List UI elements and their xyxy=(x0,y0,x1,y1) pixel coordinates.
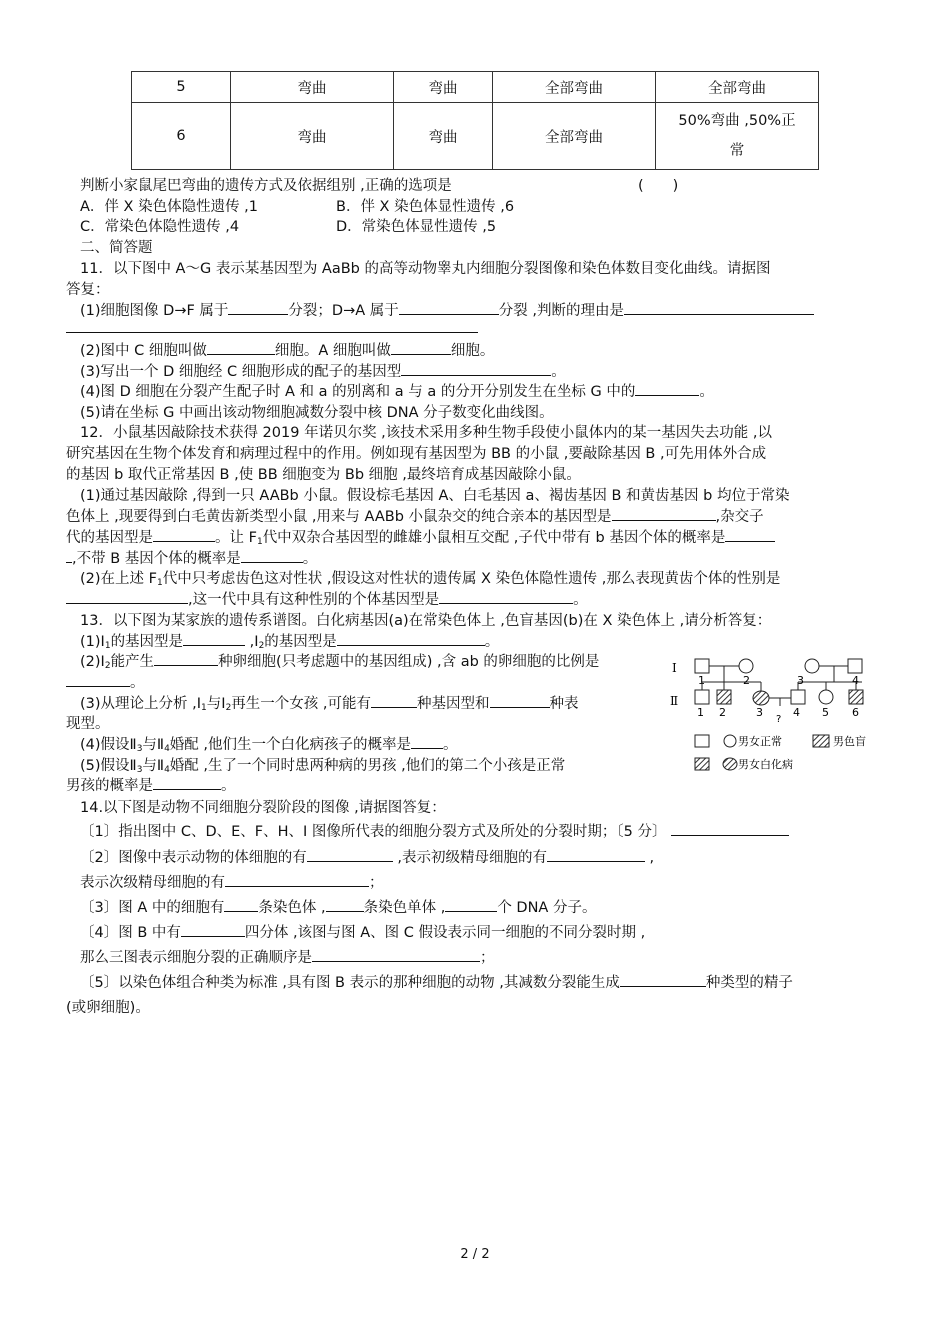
individual-number: 6 xyxy=(852,706,859,719)
subscript: 3 xyxy=(136,744,143,754)
text: 与Ⅰ xyxy=(206,696,226,712)
q11-line2: 答复： xyxy=(66,282,110,298)
answer-blank[interactable] xyxy=(612,506,716,521)
answer-blank[interactable] xyxy=(490,693,550,708)
answer-blank[interactable] xyxy=(228,300,288,315)
text: 能产生 xyxy=(110,654,155,670)
answer-blank[interactable] xyxy=(399,300,499,315)
answer-blank[interactable] xyxy=(337,631,485,646)
text: 〔2〕图像中表示动物的体细胞的有 xyxy=(80,850,307,866)
q14-part2-cont xyxy=(80,871,384,892)
table-cell: 弯曲 xyxy=(394,103,493,170)
page-number: 2 / 2 xyxy=(460,1247,490,1262)
q13-part3 xyxy=(80,692,579,713)
table-cell: 全部弯曲 xyxy=(493,103,656,170)
answer-blank-line[interactable] xyxy=(66,318,478,333)
text: 代中双杂合基因型的雌雄小鼠相互交配 ,子代中带有 b 基因个体的概率是 xyxy=(262,530,726,546)
legend-male-colorblind-symbol xyxy=(813,735,829,747)
q14-part5-cont: (或卵细胞)。 xyxy=(66,1000,150,1016)
subscript: 2 xyxy=(225,703,232,713)
legend-female-normal-symbol xyxy=(724,735,736,747)
female-albinism-symbol xyxy=(753,691,769,705)
text: 。 xyxy=(699,384,714,400)
male-normal-symbol xyxy=(848,659,862,673)
q12-line1: 12．小鼠基因敲除技术获得 2019 年诺贝尔奖 ,该技术采用多种生物手段使小鼠体内的某一基因失去功能 ,以 xyxy=(80,425,773,441)
answer-blank[interactable] xyxy=(66,672,130,687)
generation-label-2: Ⅱ xyxy=(670,694,679,708)
q10-stem xyxy=(80,174,452,195)
text: ,杂交子 xyxy=(715,509,764,525)
text: 条染色单体 , xyxy=(363,900,446,916)
answer-blank[interactable] xyxy=(326,897,364,912)
text: (1)细胞图像 D→F 属于 xyxy=(80,303,229,319)
female-normal-symbol xyxy=(819,690,833,704)
text: ,不带 B 基因个体的概率是 xyxy=(72,551,241,567)
text: 婚配 ,他们生一个白化病孩子的概率是 xyxy=(169,737,412,753)
answer-blank[interactable] xyxy=(624,300,814,315)
text: 的基因型是 xyxy=(110,634,184,650)
pedigree-diagram xyxy=(666,650,882,780)
text: 分裂 ,判断的理由是 xyxy=(498,303,624,319)
table-cell: 5 xyxy=(132,72,231,103)
legend-label: 男女正常 xyxy=(738,735,782,748)
table-cell: 全部弯曲 xyxy=(493,72,656,103)
text: (3)从理论上分析 ,I xyxy=(80,696,202,712)
q12-part2-line2 xyxy=(66,588,588,609)
legend-label: 男色盲 xyxy=(833,735,866,748)
male-normal-symbol xyxy=(695,659,709,673)
text: 代中只考虑齿色这对性状 ,假设这对性状的遗传属 X 染色体隐性遗传 ,那么表现黄齿个体的性别是 xyxy=(162,571,781,587)
legend-male-albinism-symbol xyxy=(695,758,709,770)
text: (3)写出一个 D 细胞经 C 细胞形成的配子的基因型 xyxy=(80,364,402,380)
text: ； xyxy=(369,875,384,891)
answer-blank[interactable] xyxy=(439,589,573,604)
q11-part4 xyxy=(80,380,714,401)
text: 细胞。A 细胞叫做 xyxy=(274,343,391,359)
answer-blank[interactable] xyxy=(635,381,699,396)
q13-part5-cont xyxy=(66,774,236,795)
q13-part3-cont: 现型。 xyxy=(66,716,110,732)
text: ,表示初级精母细胞的有 xyxy=(392,850,547,866)
male-colorblind-symbol xyxy=(717,690,731,704)
answer-blank[interactable] xyxy=(620,972,706,987)
answer-blank[interactable] xyxy=(671,821,789,836)
text: 〔5〕以染色体组合种类为标准 ,具有图 B 表示的那种细胞的动物 ,其减数分裂能生成 xyxy=(80,975,620,991)
subscript: 3 xyxy=(136,765,143,775)
text: (2)I xyxy=(80,654,105,670)
text: 再生一个女孩 ,可能有 xyxy=(231,696,372,712)
answer-blank[interactable] xyxy=(241,548,303,563)
text: , xyxy=(644,850,655,866)
q13-part4 xyxy=(80,733,458,754)
text: 。 xyxy=(573,592,588,608)
subscript: 1 xyxy=(256,537,263,547)
subscript: 1 xyxy=(104,641,111,651)
table-cell: 弯曲 xyxy=(231,72,394,103)
text: 四分体 ,该图与图 A、图 C 假设表示同一细胞的不同分裂时期 , xyxy=(244,925,646,941)
text: 〔4〕图 B 中有 xyxy=(80,925,181,941)
generation-label-1: I xyxy=(672,661,677,675)
answer-blank[interactable] xyxy=(225,872,369,887)
answer-blank[interactable] xyxy=(183,631,245,646)
text: 细胞。 xyxy=(450,343,495,359)
text: (5)假设Ⅱ xyxy=(80,758,137,774)
text: 男孩的概率是 xyxy=(66,778,153,794)
answer-blank[interactable] xyxy=(411,734,443,749)
q13-part2-cont xyxy=(66,671,145,692)
text: 种基因型和 xyxy=(417,696,490,712)
table-cell xyxy=(656,103,819,170)
cell-line: 常 xyxy=(729,143,745,159)
text: 与Ⅱ xyxy=(142,758,165,774)
cell-line: 50%弯曲 ,50%正 xyxy=(678,113,796,129)
text: 。让 F xyxy=(215,530,257,546)
table-cell: 6 xyxy=(132,103,231,170)
text: 。 xyxy=(443,737,458,753)
female-normal-symbol xyxy=(805,659,819,673)
q14-part2 xyxy=(80,846,654,867)
q10-stem-text: 判断小家鼠尾巴弯曲的遗传方式及依据组别 ,正确的选项是 xyxy=(80,178,452,194)
answer-blank[interactable] xyxy=(224,897,258,912)
text: (2)图中 C 细胞叫做 xyxy=(80,343,207,359)
q11-part5: (5)请在坐标 G 中画出该动物细胞减数分裂中核 DNA 分子数变化曲线图。 xyxy=(80,405,554,421)
q11-part3 xyxy=(80,360,566,381)
text: (4)图 D 细胞在分裂产生配子时 A 和 a 的别离和 a 与 a 的分开分别发生在坐标 G 中的 xyxy=(80,384,636,400)
q13-part1 xyxy=(80,630,499,651)
text: 。 xyxy=(551,364,566,380)
text: (1)I xyxy=(80,634,105,650)
q13-line1: 13．以下图为某家族的遗传系谱图。白化病基因(a)在常染色体上 ,色盲基因(b)在 X 染色体上 ,请分析答复： xyxy=(80,613,772,629)
subscript: 2 xyxy=(258,641,265,651)
text: 婚配 ,生了一个同时患两种病的男孩 ,他们的第二个小孩是正常 xyxy=(169,758,566,774)
answer-blank[interactable] xyxy=(725,527,775,542)
text: ,I xyxy=(245,634,259,650)
text: 。 xyxy=(130,675,145,691)
male-normal-symbol xyxy=(695,690,709,704)
text: ,这一代中具有这种性别的个体基因型是 xyxy=(188,592,440,608)
answer-blank[interactable] xyxy=(307,847,393,862)
individual-number: 3 xyxy=(756,706,763,719)
text: 代的基因型是 xyxy=(66,530,153,546)
individual-number: 1 xyxy=(698,674,705,687)
q11-part2 xyxy=(80,339,494,360)
q12-part1-line2 xyxy=(66,505,764,526)
answer-blank[interactable] xyxy=(181,922,245,937)
answer-blank[interactable] xyxy=(153,775,221,790)
individual-number: 2 xyxy=(743,674,750,687)
q12-line2: 研究基因在生物个体发育和病理过程中的作用。例如现有基因型为 BB 的小鼠 ,要敲除基因 B ,可先用体外合成 xyxy=(66,446,767,462)
answer-blank[interactable] xyxy=(153,527,215,542)
text: 。 xyxy=(484,634,500,650)
subscript: 4 xyxy=(164,744,170,754)
text: 〔3〕图 A 中的细胞有 xyxy=(80,900,225,916)
unknown-offspring-mark: ? xyxy=(776,714,782,725)
text: 。 xyxy=(221,778,236,794)
q12-line3: 的基因 b 取代正常基因 B ,使 BB 细胞变为 Bb 细胞 ,最终培育成基因敲除小鼠。 xyxy=(66,467,581,483)
text: 与Ⅱ xyxy=(142,737,165,753)
results-table xyxy=(131,71,819,170)
text: 分裂；D→A 属于 xyxy=(288,303,399,319)
q10-option-b: B．伴 X 染色体显性遗传 ,6 xyxy=(336,199,515,215)
individual-number: 1 xyxy=(697,706,704,719)
q13-part2 xyxy=(80,650,599,671)
answer-blank[interactable] xyxy=(445,897,497,912)
answer-blank[interactable] xyxy=(391,340,451,355)
q10-option-a: A．伴 X 染色体隐性遗传 ,1 xyxy=(80,199,259,215)
individual-number: 4 xyxy=(852,674,859,687)
q12-part1-line4 xyxy=(66,547,317,568)
answer-blank[interactable] xyxy=(154,651,218,666)
subscript: 1 xyxy=(201,703,207,713)
q12-part1-line3 xyxy=(66,526,775,547)
answer-blank[interactable] xyxy=(547,847,645,862)
table-cell: 弯曲 xyxy=(394,72,493,103)
legend-female-albinism-symbol xyxy=(723,758,737,770)
text: 的基因型是 xyxy=(264,634,337,650)
q14-part4-cont xyxy=(80,946,495,967)
q12-part1-line1: (1)通过基因敲除 ,得到一只 AABb 小鼠。假设棕毛基因 A、白毛基因 a、褐齿基因 B 和黄齿基因 b 均位于常染 xyxy=(80,488,790,504)
male-normal-symbol xyxy=(791,690,805,704)
text: 种表 xyxy=(549,696,579,712)
table-cell: 弯曲 xyxy=(231,103,394,170)
legend-male-normal-symbol xyxy=(695,735,709,747)
answer-blank[interactable] xyxy=(371,693,417,708)
subscript: 1 xyxy=(157,578,163,588)
male-colorblind-symbol xyxy=(849,690,863,704)
q10-option-c: C．常染色体隐性遗传 ,4 xyxy=(80,219,240,235)
q14-part5 xyxy=(80,971,793,992)
text: 种卵细胞(只考虑题中的基因组成) ,含 ab 的卵细胞的比例是 xyxy=(218,654,600,670)
text: 个 DNA 分子。 xyxy=(497,900,597,916)
q14-part3 xyxy=(80,896,596,917)
individual-number: 2 xyxy=(719,706,726,719)
answer-blank[interactable] xyxy=(401,361,551,376)
q14-line1: 14.以下图是动物不同细胞分裂阶段的图像 ,请据图答复： xyxy=(80,800,446,816)
q13-part5 xyxy=(80,754,565,775)
subscript: 2 xyxy=(104,661,111,671)
legend-label: 男女白化病 xyxy=(738,758,793,771)
individual-number: 4 xyxy=(793,706,800,719)
answer-blank[interactable] xyxy=(312,947,480,962)
text: 色体上 ,现要得到白毛黄齿新类型小鼠 ,用来与 AABb 小鼠杂交的纯合亲本的基因型是 xyxy=(66,509,612,525)
answer-blank[interactable] xyxy=(66,589,188,604)
q11-line1: 11．以下图中 A～G 表示某基因型为 AaBb 的高等动物睾丸内细胞分裂图像和染色体数目变化曲线。请据图 xyxy=(80,261,771,277)
q14-part1 xyxy=(80,820,789,841)
subscript: 4 xyxy=(164,765,170,775)
text: 种类型的精子 xyxy=(705,975,793,991)
q10-option-d: D．常染色体显性遗传 ,5 xyxy=(336,219,497,235)
text: 〔1〕指出图中 C、D、E、F、H、I 图像所代表的细胞分裂方式及所处的分裂时期；〔5 分〕 xyxy=(80,824,667,840)
text: 条染色体 , xyxy=(258,900,326,916)
text: (4)假设Ⅱ xyxy=(80,737,137,753)
q11-part1 xyxy=(80,299,814,320)
individual-number: 3 xyxy=(797,674,804,687)
table-cell: 全部弯曲 xyxy=(656,72,819,103)
female-normal-symbol xyxy=(739,659,753,673)
text: (2)在上述 F xyxy=(80,571,157,587)
text: 那么三图表示细胞分裂的正确顺序是 xyxy=(80,950,312,966)
q14-part4 xyxy=(80,921,645,942)
text: ； xyxy=(480,950,495,966)
text: 表示次级精母细胞的有 xyxy=(80,875,225,891)
q10-answer-paren: ( ) xyxy=(638,178,679,194)
answer-blank[interactable] xyxy=(207,340,275,355)
q12-part2-line1 xyxy=(80,567,780,588)
text: 。 xyxy=(302,551,318,567)
individual-number: 5 xyxy=(822,706,829,719)
section-heading: 二、简答题 xyxy=(80,240,153,256)
